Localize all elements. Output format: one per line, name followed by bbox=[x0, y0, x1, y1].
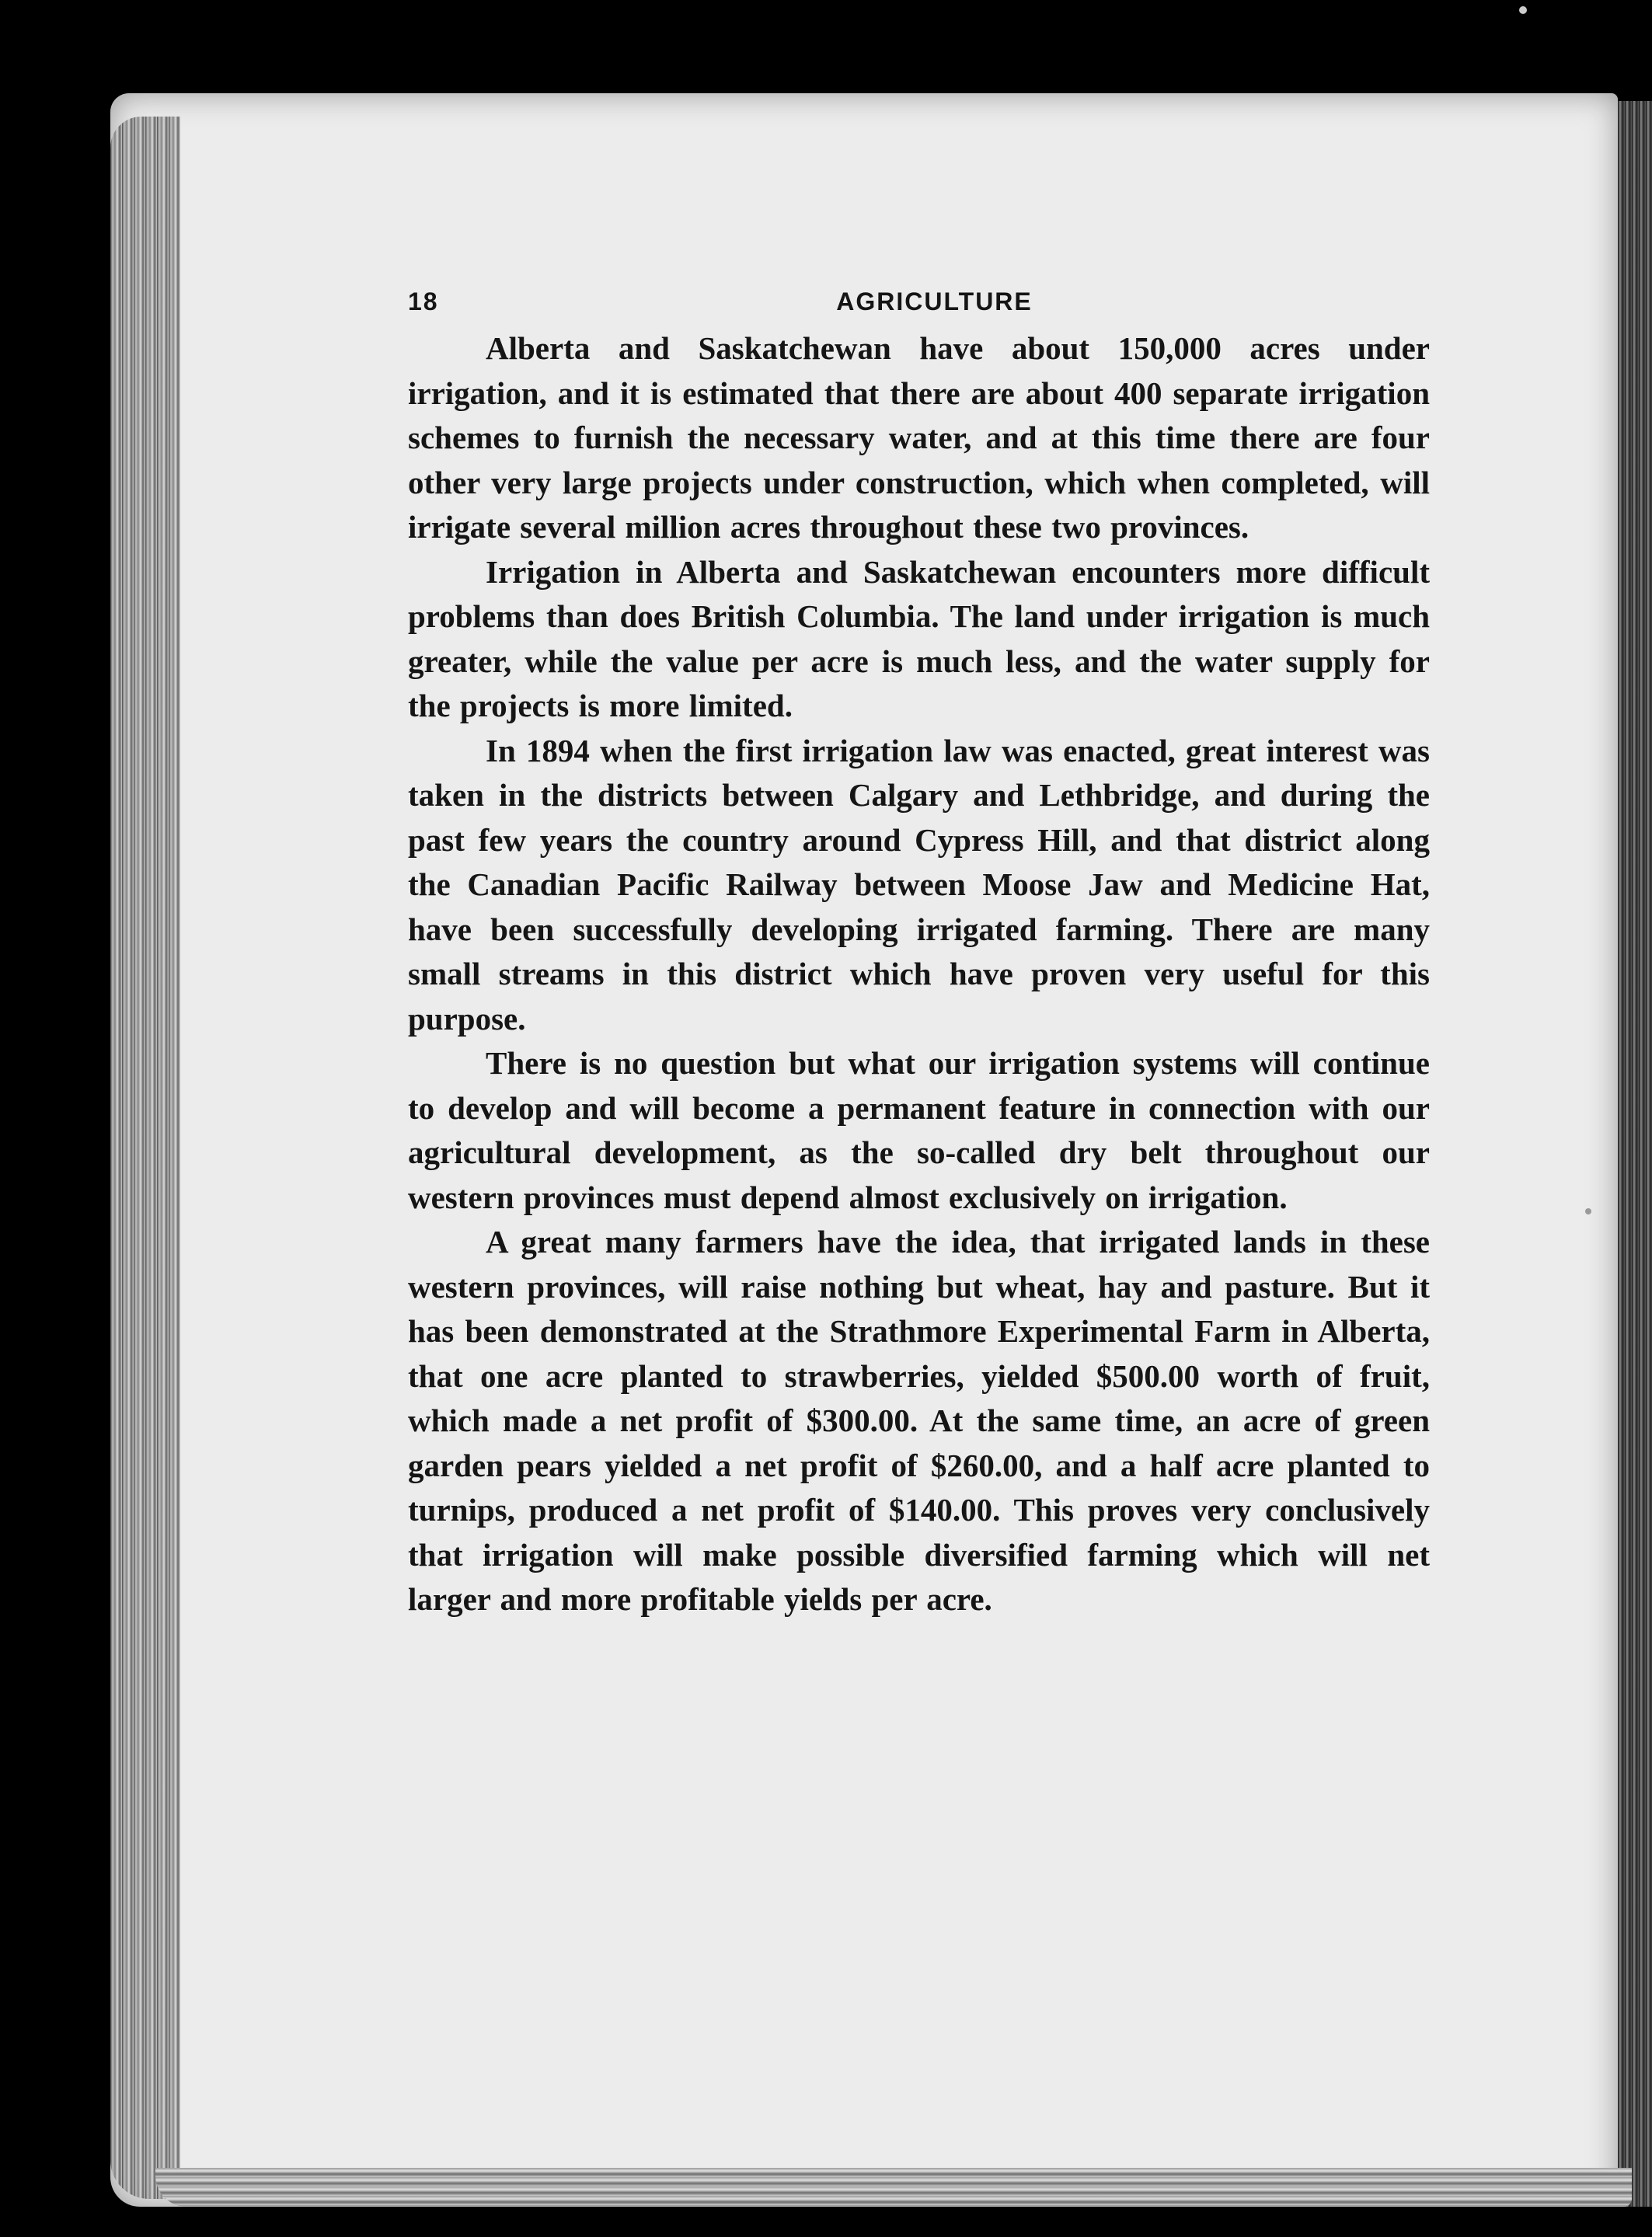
paragraph-5: A great many farmers have the idea, that irrigated lands in these western provinces, will raise nothing but wheat, hay and pasture. But it has been demonstrated at the Strathmore Experimental Farm in Alberta, that one acre planted to strawberries, yielded $500.00 worth of fruit, which made a net profit of $300.00. At the same time, an acre of green garden pears yielded a net profit of $260.00, and a half acre planted to turnips, produced a net profit of $140.00. This proves very conclusively that irrigation will make possible diversified farming which will net larger and more profitable yields per acre. bbox=[408, 1224, 1430, 1617]
book-binding-gutter bbox=[110, 117, 180, 2199]
facing-page-edge bbox=[1618, 101, 1652, 2207]
page-header bbox=[408, 280, 1430, 326]
running-head: AGRICULTURE bbox=[836, 287, 1033, 315]
scan-speck bbox=[1519, 6, 1527, 14]
paragraph-4: There is no question but what our irrigation systems will continue to develop and will become a permanent feature in connection with our agricultural development, as the so-called dry belt throughout our western provinces must depend almost exclusively on irrigation. bbox=[408, 1045, 1430, 1215]
paragraph-2: Irrigation in Alberta and Saskatchewan encounters more difficult problems than does British Columbia. The land under irrigation is much greater, while the value per acre is much less, and the water supply for the projects is more limited. bbox=[408, 553, 1430, 723]
page-number: 18 bbox=[408, 287, 439, 315]
page-content bbox=[408, 280, 1430, 1622]
scan-speck bbox=[1585, 1208, 1591, 1214]
paragraph-1: Alberta and Saskatchewan have about 150,000 acres under irrigation, and it is estimated that there are about 400 separate irrigation schemes to furnish the necessary water, and at this time there are four other very large projects under construction, which when completed, will irrigate several million acres throughout these two provinces. bbox=[408, 330, 1430, 545]
paragraph-3: In 1894 when the first irrigation law was enacted, great interest was taken in the districts between Calgary and Lethbridge, and during the past few years the country around Cypress Hill, and that district along the Canadian Pacific Railway between Moose Jaw and Medicine Hat, have been successfully developing irrigated farming. There are many small streams in this district which have proven very useful for this purpose. bbox=[408, 732, 1430, 1037]
page-bottom-edges bbox=[155, 2168, 1632, 2207]
